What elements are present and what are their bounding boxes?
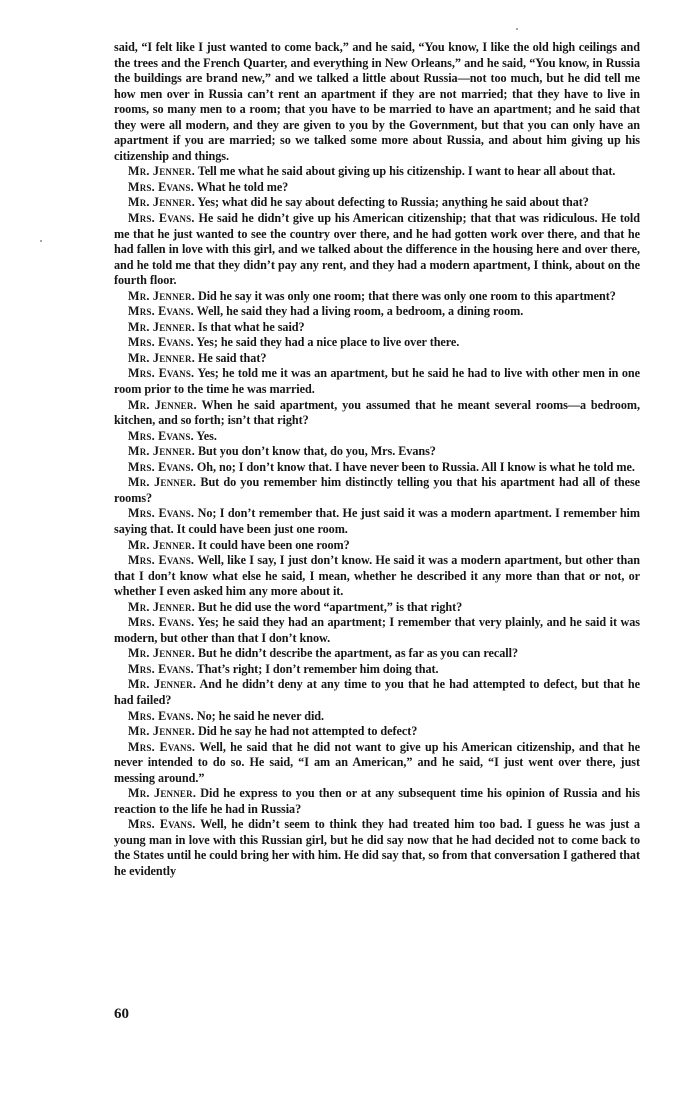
paragraph-text: But you don’t know that, do you, Mrs. Evans?	[197, 444, 436, 459]
speaker-name: Mrs. Evans.	[128, 615, 195, 630]
speaker-name: Mrs. Evans.	[128, 708, 194, 723]
testimony-paragraph	[114, 817, 640, 879]
testimony-paragraph	[114, 662, 640, 678]
testimony-paragraph	[114, 289, 640, 305]
testimony-paragraph	[114, 553, 640, 600]
paragraph-text: Did he say he had not attempted to defect?	[197, 724, 418, 739]
paragraph-text: But he didn’t describe the apartment, as far as you can recall?	[197, 646, 518, 661]
testimony-paragraph	[114, 335, 640, 351]
speaker-name: Mrs. Evans.	[128, 553, 195, 568]
testimony-paragraph	[114, 615, 640, 646]
speaker-name: Mr. Jenner.	[128, 786, 197, 801]
testimony-paragraph	[114, 460, 640, 476]
continuation-paragraph	[114, 40, 640, 164]
page-number: 60	[114, 1006, 129, 1022]
speaker-name: Mr. Jenner.	[128, 164, 195, 179]
paragraph-text: Did he say it was only one room; that there was only one room to this apartment?	[197, 288, 616, 303]
speaker-name: Mrs. Evans.	[128, 817, 196, 832]
speaker-name: Mrs. Evans.	[128, 459, 194, 474]
paragraph-text: Tell me what he said about giving up his citizenship. I want to hear all about that.	[197, 164, 616, 179]
speaker-name: Mr. Jenner.	[128, 646, 195, 661]
paragraph-text: He said he didn’t give up his American citizenship; that that was ridiculous. He told me that he just wanted to see the country over there, and he had gotten work over there, and that he had fallen in love with this girl, and we talked about the difference in the housing here and over there, and he told me that they didn’t pay any rent, and they had a modern apartment, I think, about on the fourth floor.	[114, 211, 640, 288]
paragraph-text: But do you remember him distinctly telling you that his apartment had all of these rooms?	[114, 475, 641, 505]
testimony-paragraph	[114, 429, 640, 445]
testimony-paragraph	[114, 646, 640, 662]
speaker-name: Mr. Jenner.	[128, 475, 197, 490]
margin-speck	[40, 240, 42, 242]
testimony-paragraph	[114, 600, 640, 616]
testimony-paragraph	[114, 320, 640, 336]
testimony-paragraph	[114, 475, 640, 506]
speaker-name: Mrs. Evans.	[128, 366, 195, 381]
paragraph-text: Well, he said that he did not want to give up his American citizenship, and that he never intended to do so. He said, “I am an American,” and he said, “I just went over there, just messing around.”	[114, 739, 641, 785]
paragraph-text: Well, he didn’t seem to think they had treated him too bad. I guess he was just a young man in love with this Russian girl, but he did say now that he had decided not to come back to the States until he could bring her with him. He did say that, so from that conversation I gathered that he evidently	[114, 817, 640, 878]
paragraph-text: Oh, no; I don’t know that. I have never been to Russia. All I know is what he told me.	[196, 459, 635, 474]
paragraph-text: Did he express to you then or at any subsequent time his opinion of Russia and his reaction to the life he had in Russia?	[114, 786, 640, 816]
paragraph-text: What he told me?	[196, 179, 289, 194]
paragraph-text: No; he said he never did.	[196, 708, 325, 723]
speaker-name: Mr. Jenner.	[128, 350, 195, 365]
speaker-name: Mrs. Evans.	[128, 211, 195, 226]
paragraph-text: Well, he said they had a living room, a bedroom, a dining room.	[196, 304, 524, 319]
testimony-paragraph	[114, 211, 640, 289]
speaker-name: Mr. Jenner.	[128, 724, 195, 739]
testimony-paragraph	[114, 304, 640, 320]
paragraph-text: When he said apartment, you assumed that he meant several rooms—a bedroom, kitchen, and so forth; isn’t that right?	[114, 397, 640, 428]
testimony-paragraph	[114, 195, 640, 211]
speaker-name: Mrs. Evans.	[128, 428, 194, 443]
speaker-name: Mr. Jenner.	[128, 537, 195, 552]
speaker-name: Mr. Jenner.	[128, 599, 195, 614]
testimony-paragraph	[114, 677, 640, 708]
paragraph-text: said, “I felt like I just wanted to come back,” and he said, “You know, I like the old high ceilings and the trees and the French Quarter, and everything in New Orleans,” and he said, “You know, in Russia the buildings are brand new,” and we talked a little about Russia—not too much, but he did tell me how men over in Russia can’t rent an apartment if they are not married; that they have to live in rooms, so many men to a room; that you have to be married to have an apartment; and he said that they were all modern, and they are given to you by the Government, but that you can only have an apartment if you are married; so we talked some more about Russia, and about him giving up his citizenship and things.	[114, 40, 640, 163]
speaker-name: Mr. Jenner.	[128, 677, 197, 692]
paragraph-text: Yes.	[196, 428, 217, 443]
testimony-paragraph	[114, 444, 640, 460]
speaker-name: Mr. Jenner.	[128, 319, 195, 334]
speaker-name: Mrs. Evans.	[128, 661, 194, 676]
paragraph-text: That’s right; I don’t remember him doing that.	[196, 661, 439, 676]
paragraph-text: Yes; what did he say about defecting to Russia; anything he said about that?	[197, 195, 589, 210]
paragraph-text: No; I don’t remember that. He just said it was a modern apartment. I remember him saying that. It could have been just one room.	[114, 506, 640, 536]
paragraph-text: Yes; he said they had a nice place to live over there.	[196, 335, 460, 350]
speaker-name: Mr. Jenner.	[128, 397, 197, 412]
speaker-name: Mrs. Evans.	[128, 179, 194, 194]
speaker-name: Mr. Jenner.	[128, 195, 195, 210]
testimony-paragraph	[114, 538, 640, 554]
testimony-paragraph	[114, 709, 640, 725]
testimony-paragraph	[114, 366, 640, 397]
paragraph-text: But he did use the word “apartment,” is that right?	[197, 599, 463, 614]
speaker-name: Mr. Jenner.	[128, 444, 195, 459]
testimony-paragraph	[114, 164, 640, 180]
testimony-paragraph	[114, 724, 640, 740]
speaker-name: Mrs. Evans.	[128, 304, 194, 319]
testimony-page	[114, 40, 640, 880]
speaker-name: Mrs. Evans.	[128, 506, 195, 521]
margin-speck	[516, 28, 518, 30]
paragraph-text: Is that what he said?	[197, 319, 305, 334]
testimony-paragraph	[114, 180, 640, 196]
paragraph-text: It could have been one room?	[197, 537, 350, 552]
testimony-paragraph	[114, 786, 640, 817]
paragraph-text: Well, like I say, I just don’t know. He said it was a modern apartment, but other than that I don’t know what else he said, I mean, whether he described it any more than that or not, or whether I even asked him any more about it.	[114, 553, 641, 599]
paragraph-text: And he didn’t deny at any time to you that he had attempted to defect, but that he had failed?	[114, 677, 640, 707]
speaker-name: Mrs. Evans.	[128, 739, 196, 754]
speaker-name: Mrs. Evans.	[128, 335, 194, 350]
testimony-paragraph	[114, 740, 640, 787]
testimony-paragraph	[114, 351, 640, 367]
testimony-paragraph	[114, 506, 640, 537]
testimony-paragraph	[114, 398, 640, 429]
speaker-name: Mr. Jenner.	[128, 288, 195, 303]
paragraph-text: He said that?	[197, 350, 267, 365]
paragraph-text: Yes; he told me it was an apartment, but he said he had to live with other men in one room prior to the time he was married.	[114, 366, 641, 397]
paragraph-text: Yes; he said they had an apartment; I remember that very plainly, and he said it was modern, but other than that I don’t know.	[114, 615, 640, 645]
